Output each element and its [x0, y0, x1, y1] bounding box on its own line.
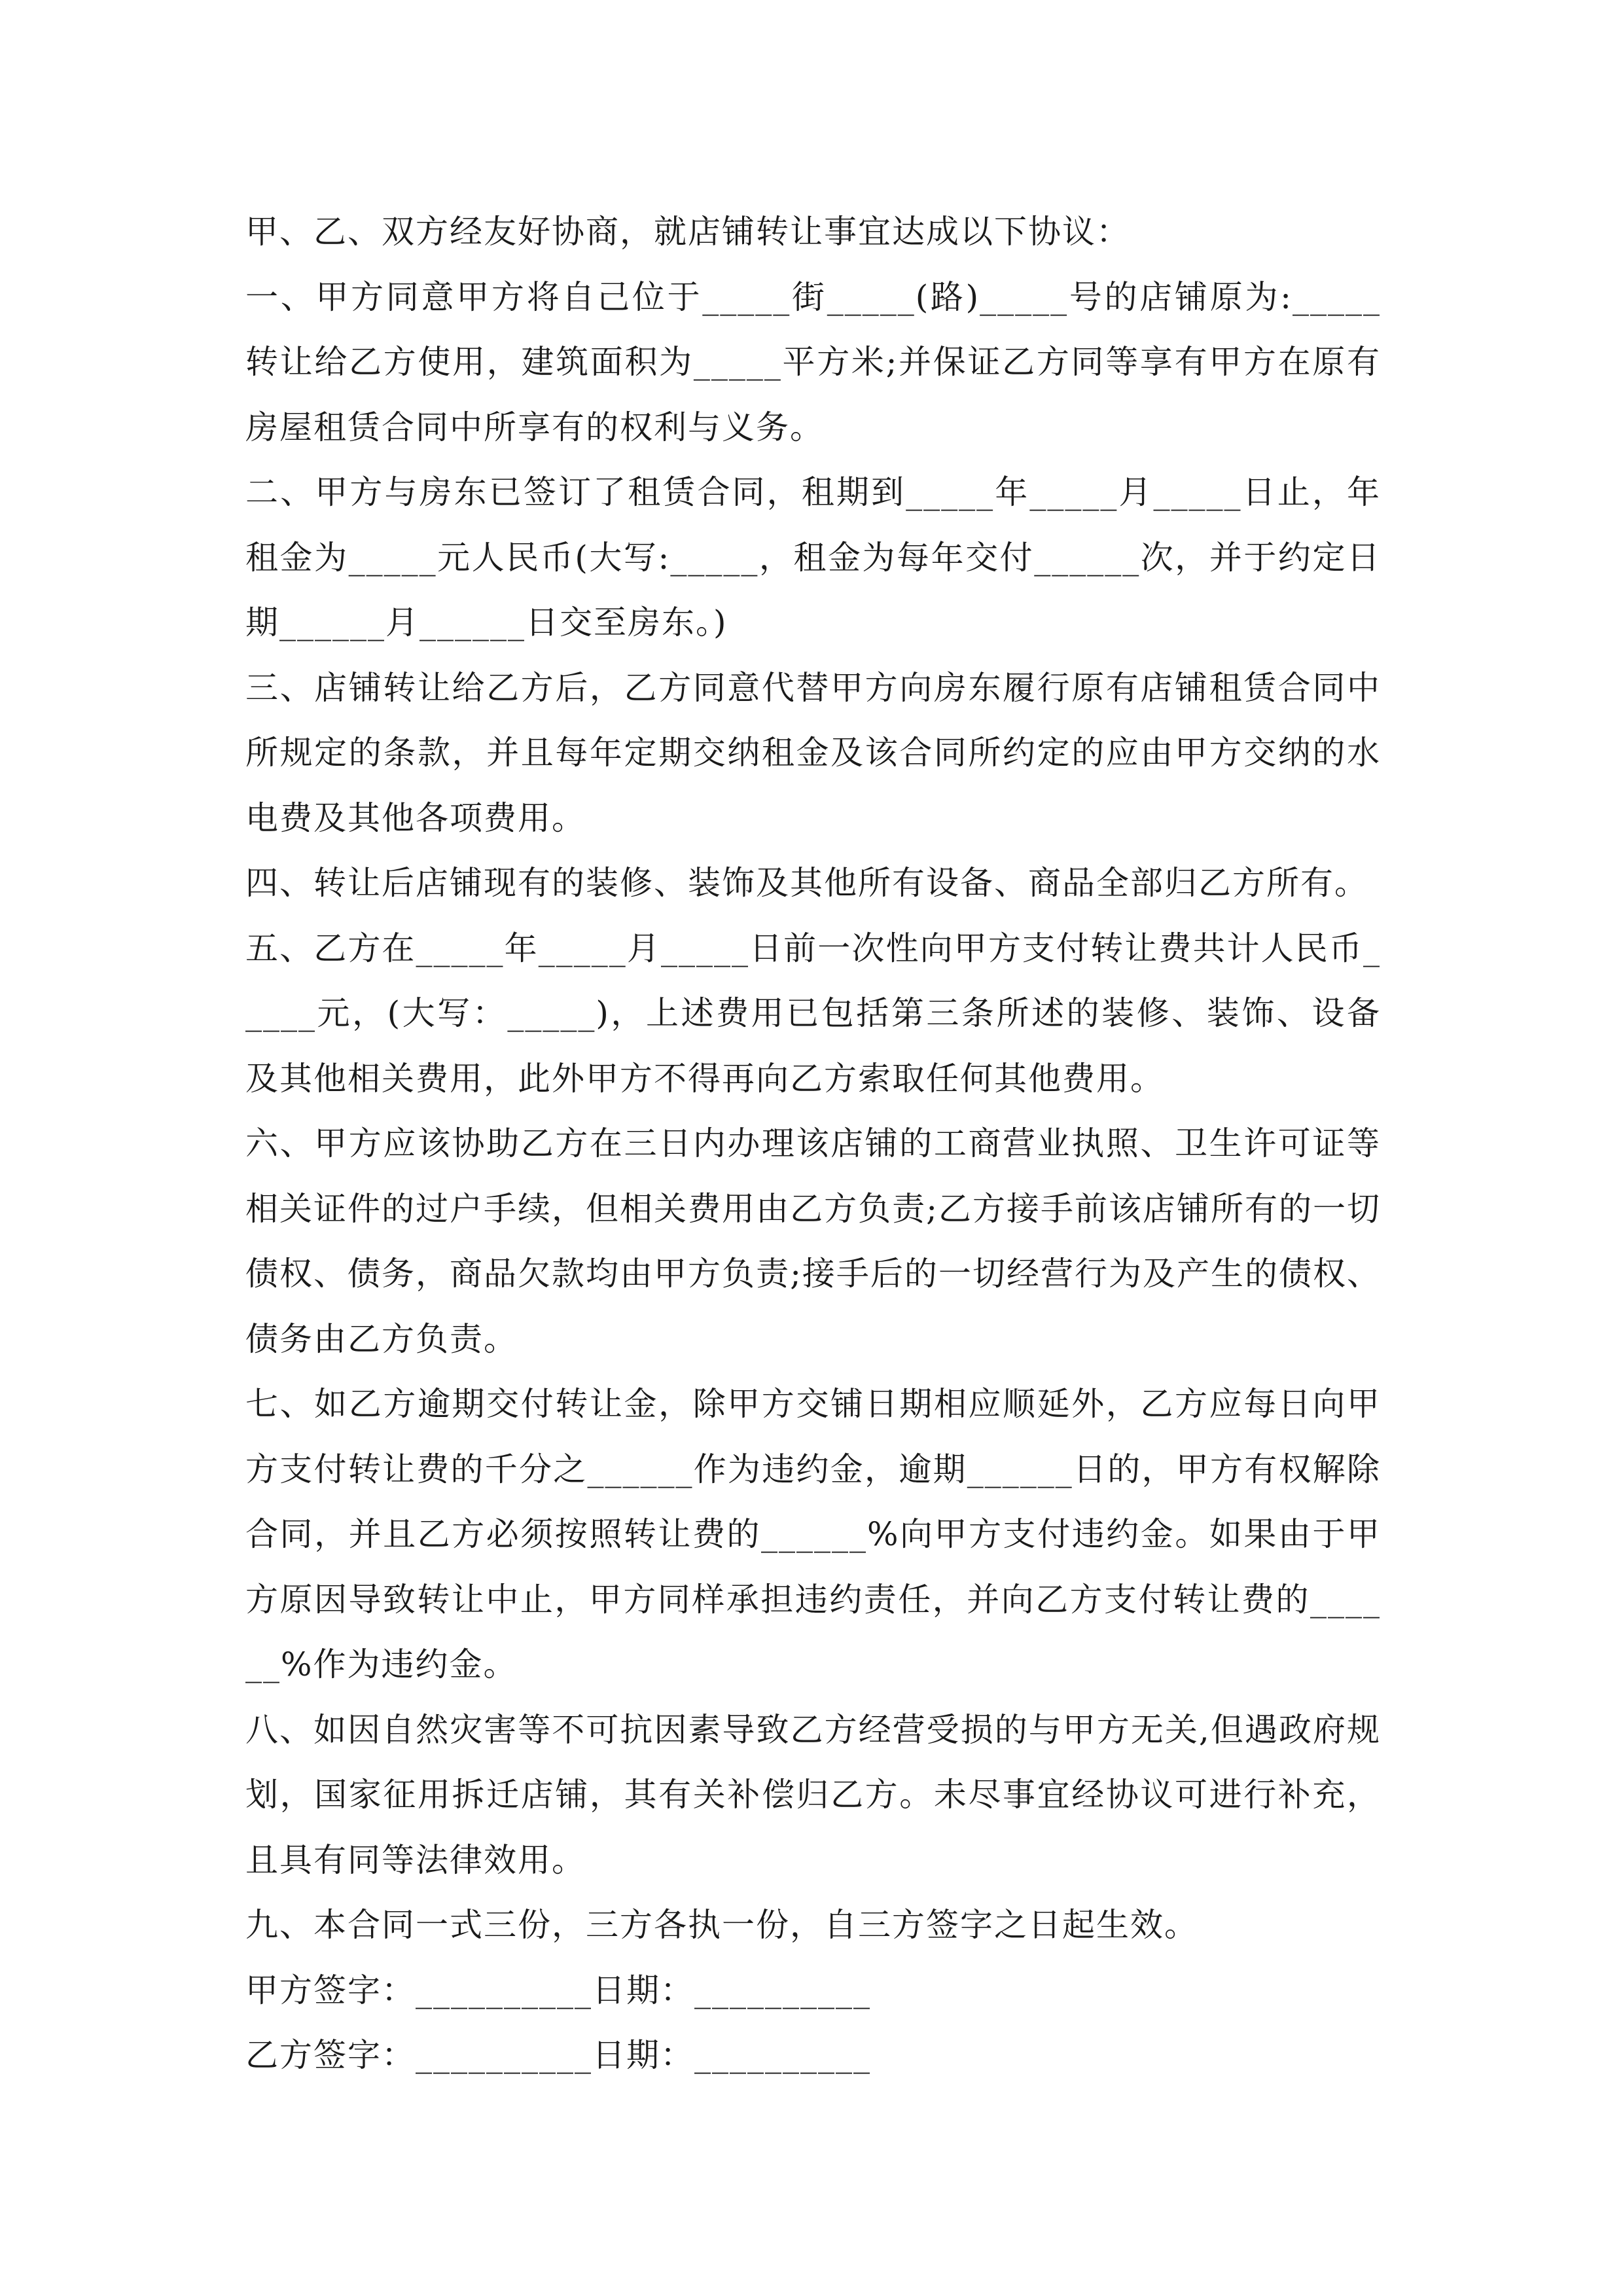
clause-5: 五、乙方在_____年_____月_____日前一次性向甲方支付转让费共计人民币_____元，(大写：_____)，上述费用已包括第三条所述的装修、装饰、设备及其他相关费用，此外甲方不得再向乙方索取任何其他费用。 [245, 929, 1381, 1098]
clause-2: 二、甲方与房东已签订了租赁合同，租期到_____年_____月_____日止，年租金为_____元人民币(大写:_____，租金为每年交付______次，并于约定日期______月______日交至房东。) [245, 473, 1381, 641]
clause-4: 四、转让后店铺现有的装修、装饰及其他所有设备、商品全部归乙方所有。 [245, 864, 1368, 902]
clause-7: 七、如乙方逾期交付转让金，除甲方交铺日期相应顺延外，乙方应每日向甲方支付转让费的千分之______作为违约金，逾期______日的，甲方有权解除合同，并且乙方必须按照转让费的______%向甲方支付违约金。如果由于甲方原因导致转让中止，甲方同样承担违约责任，并向乙方支付转让费的______%作为违约金。 [245, 1385, 1381, 1683]
clause-3: 三、店铺转让给乙方后，乙方同意代替甲方向房东履行原有店铺租赁合同中所规定的条款，并且每年定期交纳租金及该合同所约定的应由甲方交纳的水电费及其他各项费用。 [245, 668, 1381, 837]
party-b-signature-line: 乙方签字：__________日期：__________ [245, 2036, 871, 2074]
clause-9: 九、本合同一式三份，三方各执一份，自三方签字之日起生效。 [245, 1906, 1198, 1944]
clause-6: 六、甲方应该协助乙方在三日内办理该店铺的工商营业执照、卫生许可证等相关证件的过户手续，但相关费用由乙方负责;乙方接手前该店铺所有的一切债权、债务，商品欠款均由甲方负责;接手后的一切经营行为及产生的债权、债务由乙方负责。 [245, 1124, 1381, 1358]
party-a-signature-line: 甲方签字：__________日期：__________ [245, 1971, 871, 2009]
intro-paragraph: 甲、乙、双方经友好协商，就店铺转让事宜达成以下协议： [245, 213, 1130, 251]
clause-8: 八、如因自然灾害等不可抗因素导致乙方经营受损的与甲方无关,但遇政府规划，国家征用拆迁店铺，其有关补偿归乙方。未尽事宜经协议可进行补充，且具有同等法律效用。 [245, 1710, 1381, 1879]
contract-body [245, 200, 1381, 2089]
clause-1: 一、甲方同意甲方将自己位于_____街_____(路)_____号的店铺原为:_____转让给乙方使用，建筑面积为_____平方米;并保证乙方同等享有甲方在原有房屋租赁合同中所享有的权利与义务。 [245, 278, 1381, 446]
